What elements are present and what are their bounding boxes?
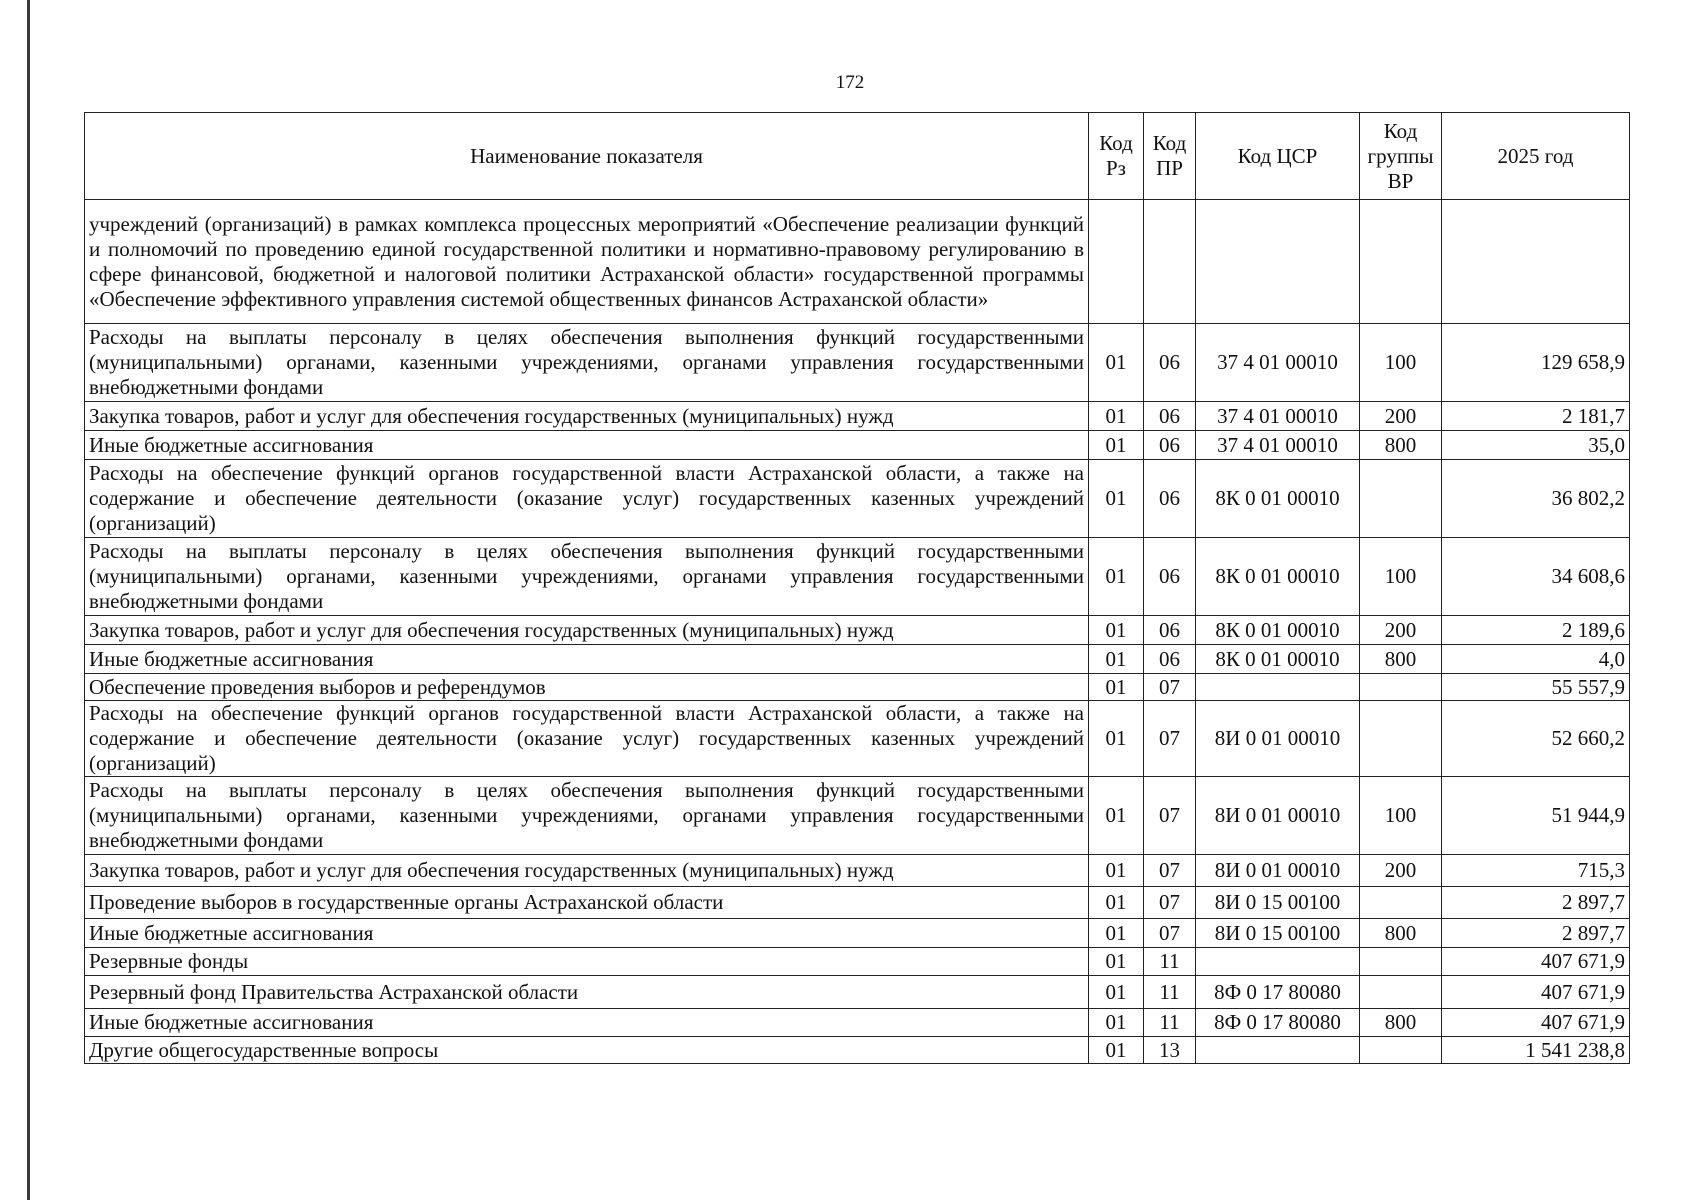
cell-pr: 06: [1144, 538, 1196, 616]
table-row: [85, 919, 1630, 948]
header-name: Наименование показателя: [85, 113, 1089, 200]
cell-pr: 06: [1144, 460, 1196, 538]
table-row: [85, 402, 1630, 431]
cell-amount: 35,0: [1442, 431, 1630, 460]
cell-amount: 2 897,7: [1442, 887, 1630, 919]
table-header: [85, 113, 1630, 200]
cell-csr: 8Ф 0 17 80080: [1196, 1009, 1360, 1037]
cell-csr: 8И 0 15 00100: [1196, 919, 1360, 948]
cell-rz: 01: [1089, 324, 1144, 402]
cell-amount: 2 181,7: [1442, 402, 1630, 431]
cell-csr: [1196, 674, 1360, 701]
header-row: [85, 113, 1630, 200]
cell-vr: [1360, 460, 1442, 538]
cell-vr: [1360, 200, 1442, 324]
header-csr: Код ЦСР: [1196, 113, 1360, 200]
cell-pr: 07: [1144, 887, 1196, 919]
cell-rz: 01: [1089, 1037, 1144, 1064]
cell-vr: [1360, 976, 1442, 1009]
cell-pr: 06: [1144, 645, 1196, 674]
cell-name: Расходы на обеспечение функций органов государственной власти Астраханской области, а также на содержание и обеспечение деятельности (оказание услуг) государственных казенных учреждений (организаций): [85, 460, 1089, 538]
cell-amount: 55 557,9: [1442, 674, 1630, 701]
cell-amount: 407 671,9: [1442, 1009, 1630, 1037]
cell-pr: 11: [1144, 1009, 1196, 1037]
cell-pr: 11: [1144, 976, 1196, 1009]
table-row: [85, 701, 1630, 777]
table-row: [85, 855, 1630, 887]
cell-vr: 200: [1360, 402, 1442, 431]
cell-amount: 715,3: [1442, 855, 1630, 887]
cell-vr: 800: [1360, 919, 1442, 948]
cell-pr: 06: [1144, 402, 1196, 431]
cell-name: Расходы на обеспечение функций органов государственной власти Астраханской области, а также на содержание и обеспечение деятельности (оказание услуг) государственных казенных учреждений (организаций): [85, 701, 1089, 777]
cell-name: Другие общегосударственные вопросы: [85, 1037, 1089, 1064]
table-row: [85, 1009, 1630, 1037]
cell-rz: 01: [1089, 460, 1144, 538]
header-year: 2025 год: [1442, 113, 1630, 200]
cell-amount: 407 671,9: [1442, 948, 1630, 976]
cell-rz: [1089, 200, 1144, 324]
table-row: [85, 538, 1630, 616]
cell-pr: 07: [1144, 777, 1196, 855]
cell-csr: 8И 0 01 00010: [1196, 855, 1360, 887]
table-row: [85, 460, 1630, 538]
cell-vr: 200: [1360, 616, 1442, 645]
cell-csr: 8К 0 01 00010: [1196, 616, 1360, 645]
cell-csr: 8И 0 01 00010: [1196, 701, 1360, 777]
table-row: [85, 976, 1630, 1009]
page-number: 172: [835, 72, 865, 93]
cell-amount: 129 658,9: [1442, 324, 1630, 402]
cell-amount: 407 671,9: [1442, 976, 1630, 1009]
cell-vr: 100: [1360, 777, 1442, 855]
cell-csr: 37 4 01 00010: [1196, 431, 1360, 460]
table-row: [85, 645, 1630, 674]
cell-vr: [1360, 674, 1442, 701]
cell-name: Обеспечение проведения выборов и референдумов: [85, 674, 1089, 701]
cell-rz: 01: [1089, 645, 1144, 674]
cell-name: Иные бюджетные ассигнования: [85, 1009, 1089, 1037]
cell-name: Закупка товаров, работ и услуг для обеспечения государственных (муниципальных) нужд: [85, 855, 1089, 887]
cell-pr: 07: [1144, 855, 1196, 887]
cell-name: Расходы на выплаты персоналу в целях обеспечения выполнения функций государственными (муниципальными) органами, казенными учреждениями, органами управления государственными внебюджетными фондами: [85, 777, 1089, 855]
cell-name: Закупка товаров, работ и услуг для обеспечения государственных (муниципальных) нужд: [85, 402, 1089, 431]
header-vr: Код группы ВР: [1360, 113, 1442, 200]
cell-amount: 1 541 238,8: [1442, 1037, 1630, 1064]
cell-csr: 8К 0 01 00010: [1196, 538, 1360, 616]
cell-name: Иные бюджетные ассигнования: [85, 431, 1089, 460]
cell-pr: 11: [1144, 948, 1196, 976]
table-row: [85, 431, 1630, 460]
cell-name: учреждений (организаций) в рамках комплекса процессных мероприятий «Обеспечение реализации функций и полномочий по проведению единой государственной политики и нормативно-правовому регулированию в сфере финансовой, бюджетной и налоговой политики Астраханской области» государственной программы «Обеспечение эффективного управления системой общественных финансов Астраханской области»: [85, 200, 1089, 324]
cell-pr: [1144, 200, 1196, 324]
cell-rz: 01: [1089, 948, 1144, 976]
cell-name: Резервные фонды: [85, 948, 1089, 976]
table-row: [85, 1037, 1630, 1064]
cell-pr: 06: [1144, 324, 1196, 402]
cell-name: Закупка товаров, работ и услуг для обеспечения государственных (муниципальных) нужд: [85, 616, 1089, 645]
cell-csr: [1196, 200, 1360, 324]
table-row: [85, 200, 1630, 324]
cell-csr: 37 4 01 00010: [1196, 324, 1360, 402]
cell-rz: 01: [1089, 976, 1144, 1009]
cell-amount: 52 660,2: [1442, 701, 1630, 777]
cell-vr: 800: [1360, 645, 1442, 674]
cell-amount: 2 189,6: [1442, 616, 1630, 645]
cell-vr: [1360, 1037, 1442, 1064]
cell-rz: 01: [1089, 855, 1144, 887]
cell-csr: 37 4 01 00010: [1196, 402, 1360, 431]
cell-vr: [1360, 887, 1442, 919]
cell-rz: 01: [1089, 777, 1144, 855]
table-row: [85, 948, 1630, 976]
header-rz: Код Рз: [1089, 113, 1144, 200]
table-row: [85, 777, 1630, 855]
cell-rz: 01: [1089, 431, 1144, 460]
cell-rz: 01: [1089, 919, 1144, 948]
cell-amount: 51 944,9: [1442, 777, 1630, 855]
table-row: [85, 324, 1630, 402]
cell-rz: 01: [1089, 616, 1144, 645]
cell-csr: 8И 0 15 00100: [1196, 887, 1360, 919]
cell-name: Иные бюджетные ассигнования: [85, 919, 1089, 948]
cell-amount: 4,0: [1442, 645, 1630, 674]
cell-rz: 01: [1089, 402, 1144, 431]
cell-vr: 800: [1360, 1009, 1442, 1037]
cell-vr: 800: [1360, 431, 1442, 460]
cell-rz: 01: [1089, 701, 1144, 777]
cell-amount: 36 802,2: [1442, 460, 1630, 538]
cell-csr: 8К 0 01 00010: [1196, 460, 1360, 538]
cell-amount: 2 897,7: [1442, 919, 1630, 948]
cell-pr: 06: [1144, 616, 1196, 645]
cell-pr: 07: [1144, 701, 1196, 777]
cell-vr: [1360, 701, 1442, 777]
cell-vr: 200: [1360, 855, 1442, 887]
cell-name: Расходы на выплаты персоналу в целях обеспечения выполнения функций государственными (муниципальными) органами, казенными учреждениями, органами управления государственными внебюджетными фондами: [85, 538, 1089, 616]
cell-rz: 01: [1089, 887, 1144, 919]
page-binding-line: [27, 0, 30, 1200]
cell-vr: [1360, 948, 1442, 976]
cell-csr: 8Ф 0 17 80080: [1196, 976, 1360, 1009]
cell-pr: 06: [1144, 431, 1196, 460]
table-row: [85, 616, 1630, 645]
cell-vr: 100: [1360, 324, 1442, 402]
cell-csr: [1196, 1037, 1360, 1064]
budget-table: [84, 112, 1630, 1064]
cell-name: Иные бюджетные ассигнования: [85, 645, 1089, 674]
cell-csr: 8К 0 01 00010: [1196, 645, 1360, 674]
cell-pr: 13: [1144, 1037, 1196, 1064]
cell-amount: [1442, 200, 1630, 324]
cell-pr: 07: [1144, 919, 1196, 948]
cell-name: Резервный фонд Правительства Астраханской области: [85, 976, 1089, 1009]
cell-csr: 8И 0 01 00010: [1196, 777, 1360, 855]
table-row: [85, 887, 1630, 919]
cell-vr: 100: [1360, 538, 1442, 616]
cell-rz: 01: [1089, 538, 1144, 616]
header-pr: Код ПР: [1144, 113, 1196, 200]
table-row: [85, 674, 1630, 701]
cell-name: Расходы на выплаты персоналу в целях обеспечения выполнения функций государственными (муниципальными) органами, казенными учреждениями, органами управления государственными внебюджетными фондами: [85, 324, 1089, 402]
table-body: [85, 200, 1630, 1064]
cell-amount: 34 608,6: [1442, 538, 1630, 616]
cell-rz: 01: [1089, 1009, 1144, 1037]
cell-csr: [1196, 948, 1360, 976]
cell-pr: 07: [1144, 674, 1196, 701]
cell-rz: 01: [1089, 674, 1144, 701]
cell-name: Проведение выборов в государственные органы Астраханской области: [85, 887, 1089, 919]
